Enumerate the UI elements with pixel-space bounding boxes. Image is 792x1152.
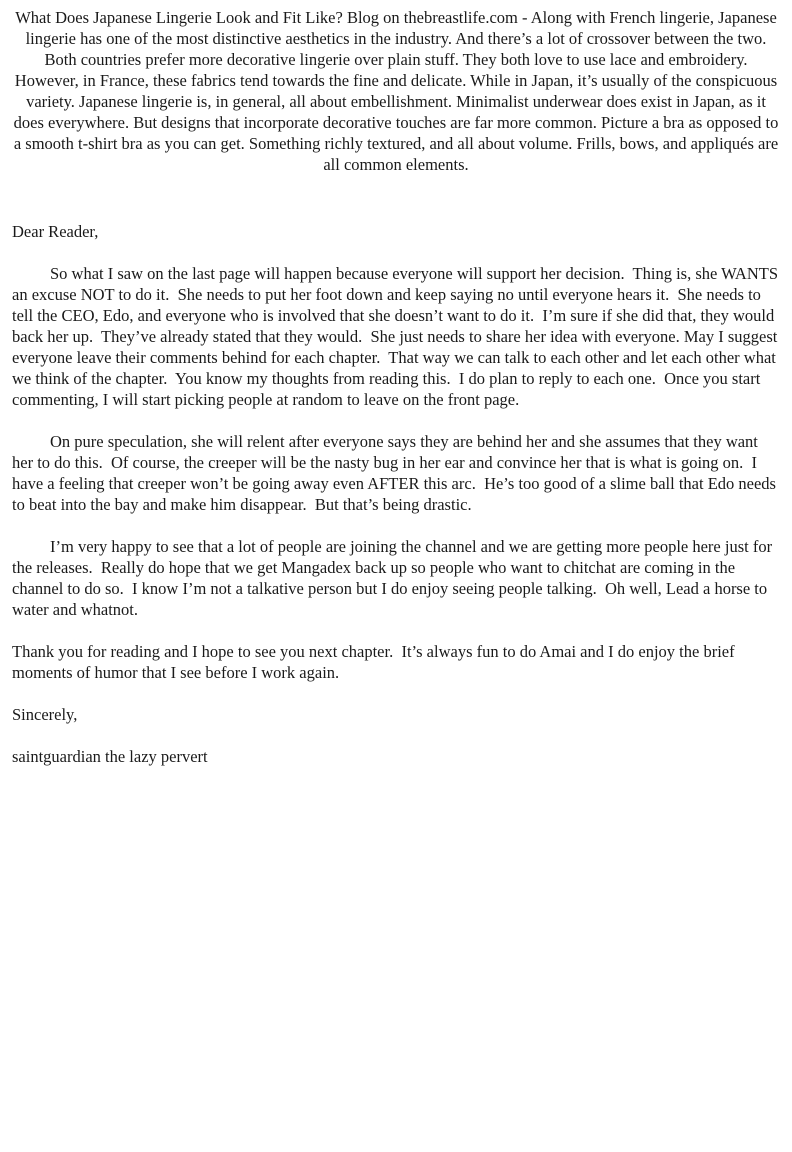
paragraph-1: So what I saw on the last page will happen because everyone will support her decision. Thing is, she WANTS an excuse NOT to do it. She needs to put her foot down and keep saying no until everyone hears it. She needs to tell the CEO, Edo, and everyone who is involved that she doesn’t want to do it. I’m sure if she did that, they would back her up. They’ve already stated that they would. She just needs to share her idea with everyone. May I suggest everyone leave their comments behind for each chapter. That way we can talk to each other and let each other what we think of the chapter. You know my thoughts from reading this. I do plan to reply to each one. Once you start commenting, I will start picking people at random to leave on the front page. (12, 264, 783, 409)
afterword-letter (12, 221, 783, 767)
salutation: Dear Reader, (12, 222, 99, 241)
closing: Sincerely, (12, 705, 78, 724)
paragraph-3: I’m very happy to see that a lot of people are joining the channel and we are getting more people here just for the releases. Really do hope that we get Mangadex back up so people who want to chitchat are coming in the channel to do so. I know I’m not a talkative person but I do enjoy seeing people talking. Oh well, Lead a horse to water and whatnot. (12, 537, 777, 619)
paragraph-4: Thank you for reading and I hope to see you next chapter. It’s always fun to do Amai and I do enjoy the brief moments of humor that I see before I work again. (12, 642, 739, 682)
blog-excerpt: What Does Japanese Lingerie Look and Fit Like? Blog on thebreastlife.com - Along with French lingerie, Japanese lingerie has one of the most distinctive aesthetics in the industry. And there’s a lot of crossover between the two. Both countries prefer more decorative lingerie over plain stuff. They both love to use lace and embroidery. However, in France, these fabrics tend towards the fine and delicate. While in Japan, it’s usually of the conspicuous variety. Japanese lingerie is, in general, all about embellishment. Minimalist underwear does exist in Japan, as it does everywhere. But designs that incorporate decorative touches are far more common. Picture a bra as opposed to a smooth t-shirt bra as you can get. Something richly textured, and all about volume. Frills, bows, and appliqués are all common elements. (13, 8, 783, 174)
signature: saintguardian the lazy pervert (12, 747, 208, 766)
paragraph-2: On pure speculation, she will relent after everyone says they are behind her and she assumes that they want her to do this. Of course, the creeper will be the nasty bug in her ear and convince her that is what is going on. I have a feeling that creeper won’t be going away even AFTER this arc. He’s too good of a slime ball that Edo needs to beat into the bay and make him disappear. But that’s being drastic. (12, 432, 781, 514)
